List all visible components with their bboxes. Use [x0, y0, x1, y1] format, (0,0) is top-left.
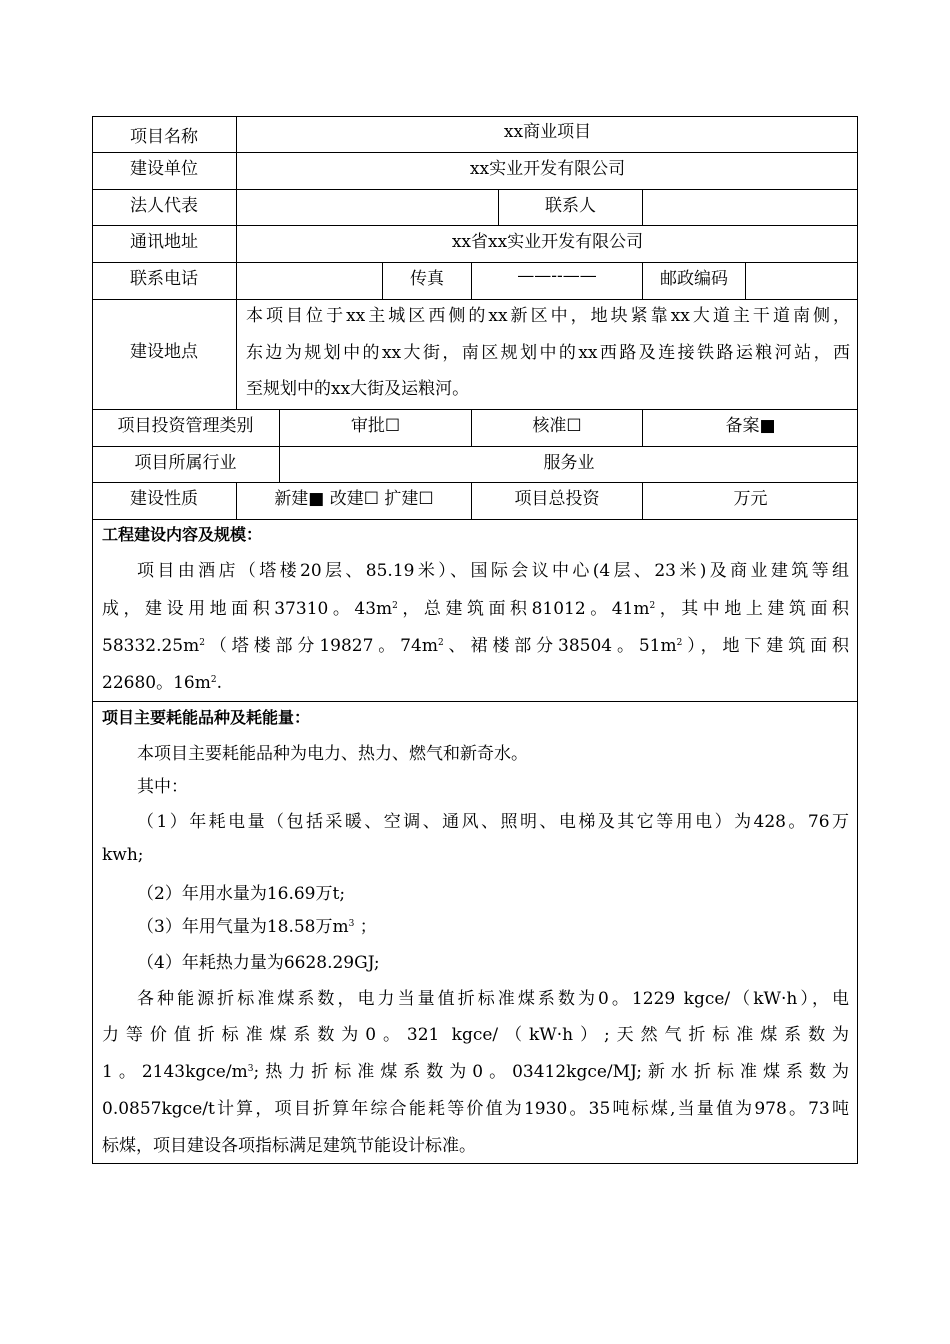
industry-label: 项目所属行业: [134, 452, 237, 473]
address-label: 通讯地址: [130, 231, 198, 252]
project-name-label: 项目名称: [130, 126, 198, 147]
phone-label: 联系电话: [130, 268, 198, 289]
record-checkbox: 备案■: [725, 415, 776, 436]
legal-rep-label: 法人代表: [130, 195, 198, 216]
invest-label: 项目总投资: [514, 488, 600, 509]
col-divider: [642, 189, 643, 225]
invest-value: 万元: [733, 488, 768, 509]
nature-label: 建设性质: [130, 488, 198, 509]
contact-label: 联系人: [545, 195, 596, 216]
nature-options: 新建■ 改建☐ 扩建☐: [274, 488, 434, 509]
coef-line-2: 力等价值折标准煤系数为0。321 kgce/（kW·h）;天然气折标准煤系数为: [102, 1025, 849, 1045]
scope-line-3: $58332.25m^2$（塔楼部分19827。$74m^2$、裙楼部分38504。$51m^2$），地下建筑面积: [102, 636, 849, 656]
scope-line-1: 项目由酒店（塔楼20层、85.19米）、国际会议中心(4层、23米)及商业建筑等组: [137, 561, 849, 581]
scope-line-2: 成，建设用地面积37310。$43m^2$，总建筑面积81012。$41m^2$，其中地上建筑面积: [102, 599, 849, 619]
verify-checkbox: 核准☐: [532, 415, 582, 436]
scope-line-4: 22680。$16m^2$.: [102, 673, 222, 693]
coef-line-1: 各种能源折标准煤系数，电力当量值折标准煤系数为0。1229 kgce/（kW·h），电: [137, 989, 849, 1009]
site-line-2: 东边为规划中的xx大街，南区规划中的xx西路及连接铁路运粮河站，西: [246, 343, 850, 363]
energy-heading: 项目主要耗能品种及耗能量：: [102, 708, 311, 727]
col-divider: [236, 299, 237, 409]
industry-value: 服务业: [543, 452, 595, 473]
approve-checkbox: 审批☐: [350, 415, 401, 436]
fax-value: ——--——: [517, 266, 597, 286]
site-line-1: 本项目位于xx主城区西侧的xx新区中，地块紧靠xx大道主干道南侧，: [246, 306, 850, 326]
fax-label: 传真: [410, 268, 444, 289]
row-divider: [92, 701, 858, 702]
management-label: 项目投资管理类别: [117, 415, 254, 436]
col-divider: [236, 116, 237, 299]
energy-item-1-cont: kwh;: [102, 845, 144, 865]
scope-heading: 工程建设内容及规模：: [102, 525, 263, 544]
row-divider: [92, 519, 858, 520]
builder-value: xx实业开发有限公司: [469, 158, 626, 179]
postcode-label: 邮政编码: [660, 268, 728, 289]
coef-line-5: 标煤，项目建设各项指标满足建筑节能设计标准。: [102, 1136, 476, 1156]
coef-line-3: 1。$2143kgce/m^3$;热力折标准煤系数为0。03412kgce/MJ;新水折标准煤系数为: [102, 1062, 849, 1082]
energy-item-4: （4）年耗热力量为6628.29GJ;: [137, 953, 380, 973]
energy-item-3: （3）年用气量为18.58万$m^3$ ；: [137, 917, 377, 937]
energy-item-1: （1）年耗电量（包括采暖、空调、通风、照明、电梯及其它等用电）为428。76万: [137, 812, 849, 832]
energy-item-2: （2）年用水量为16.69万t;: [137, 884, 346, 904]
site-label: 建设地点: [130, 341, 198, 362]
coef-line-4: 0.0857kgce/t计算，项目折算年综合能耗等价值为1930。35吨标煤,当量值为978。73吨: [102, 1099, 849, 1119]
energy-among: 其中：: [137, 777, 188, 797]
site-line-3: 至规划中的xx大街及运粮河。: [246, 379, 470, 399]
col-divider: [745, 262, 746, 299]
builder-label: 建设单位: [130, 158, 198, 179]
energy-intro: 本项目主要耗能品种为电力、热力、燃气和新奇水。: [137, 744, 528, 764]
project-name-value: xx商业项目: [503, 121, 592, 142]
address-value: xx省xx实业开发有限公司: [451, 231, 644, 252]
